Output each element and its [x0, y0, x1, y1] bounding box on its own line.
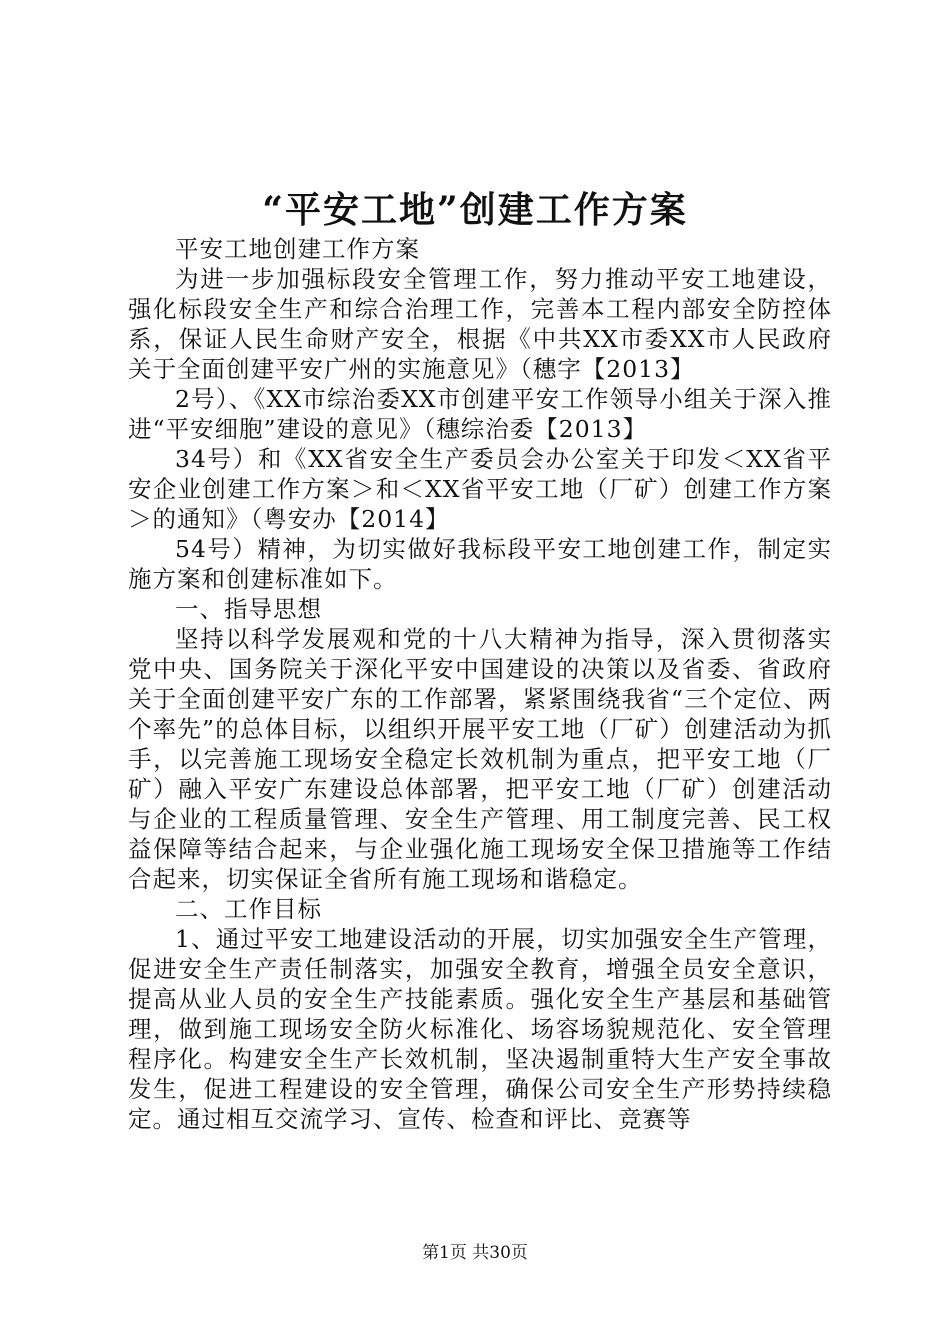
paragraph-reference-54: 54号）精神，为切实做好我标段平安工地创建工作，制定实施方案和创建标准如下。: [128, 535, 832, 593]
section-heading-work-goals: 二、工作目标: [175, 895, 322, 923]
paragraph-guiding-ideology: 坚持以科学发展观和党的十八大精神为指导，深入贯彻落实党中央、国务院关于深化平安中国建设的决策以及省委、省政府关于全面创建平安广东的工作部署，紧紧围绕我省“三个定位、两个率先”的总体目标，以组织开展平安工地（厂矿）创建活动为抓手，以完善施工现场安全稳定长效机制为重点，把平安工地（厂矿）融入平安广东建设总体部署，把平安工地（厂矿）创建活动与企业的工程质量管理、安全生产管理、用工制度完善、民工权益保障等结合起来，与企业强化施工现场安全保卫措施等工作结合起来，切实保证全省所有施工现场和谐稳定。: [128, 625, 832, 893]
paragraph-work-goals-1: 1、通过平安工地建设活动的开展，切实加强安全生产管理，促进安全生产责任制落实，加强安全教育，增强全员安全意识，提高从业人员的安全生产技能素质。强化安全生产基层和基础管理，做到施工现场安全防火标准化、场容场貌规范化、安全管理程序化。构建安全生产长效机制，坚决遏制重特大生产安全事故发生，促进工程建设的安全管理，确保公司安全生产形势持续稳定。通过相互交流学习、宣传、检查和评比、竞赛等: [128, 925, 832, 1133]
page-footer: 第1页 共30页: [422, 1243, 528, 1263]
paragraph-reference-2: 2号）、《XX市综治委XX市创建平安工作领导小组关于深入推进“平安细胞”建设的意见》（穗综治委【2013】: [128, 385, 832, 443]
document-body: [128, 234, 832, 1134]
paragraph-subtitle: 平安工地创建工作方案: [175, 235, 420, 263]
document-title: “平安工地”创建工作方案: [262, 189, 688, 231]
paragraph-intro: 为进一步加强标段安全管理工作，努力推动平安工地建设，强化标段安全生产和综合治理工作，完善本工程内部安全防控体系，保证人民生命财产安全，根据《中共XX市委XX市人民政府关于全面创建平安广州的实施意见》（穗字【2013】: [128, 265, 832, 383]
paragraph-reference-34: 34号）和《XX省安全生产委员会办公室关于印发＜XX省平安企业创建工作方案＞和＜XX省平安工地（厂矿）创建工作方案＞的通知》（粤安办【2014】: [128, 445, 832, 533]
section-heading-guiding-ideology: 一、指导思想: [175, 595, 322, 623]
